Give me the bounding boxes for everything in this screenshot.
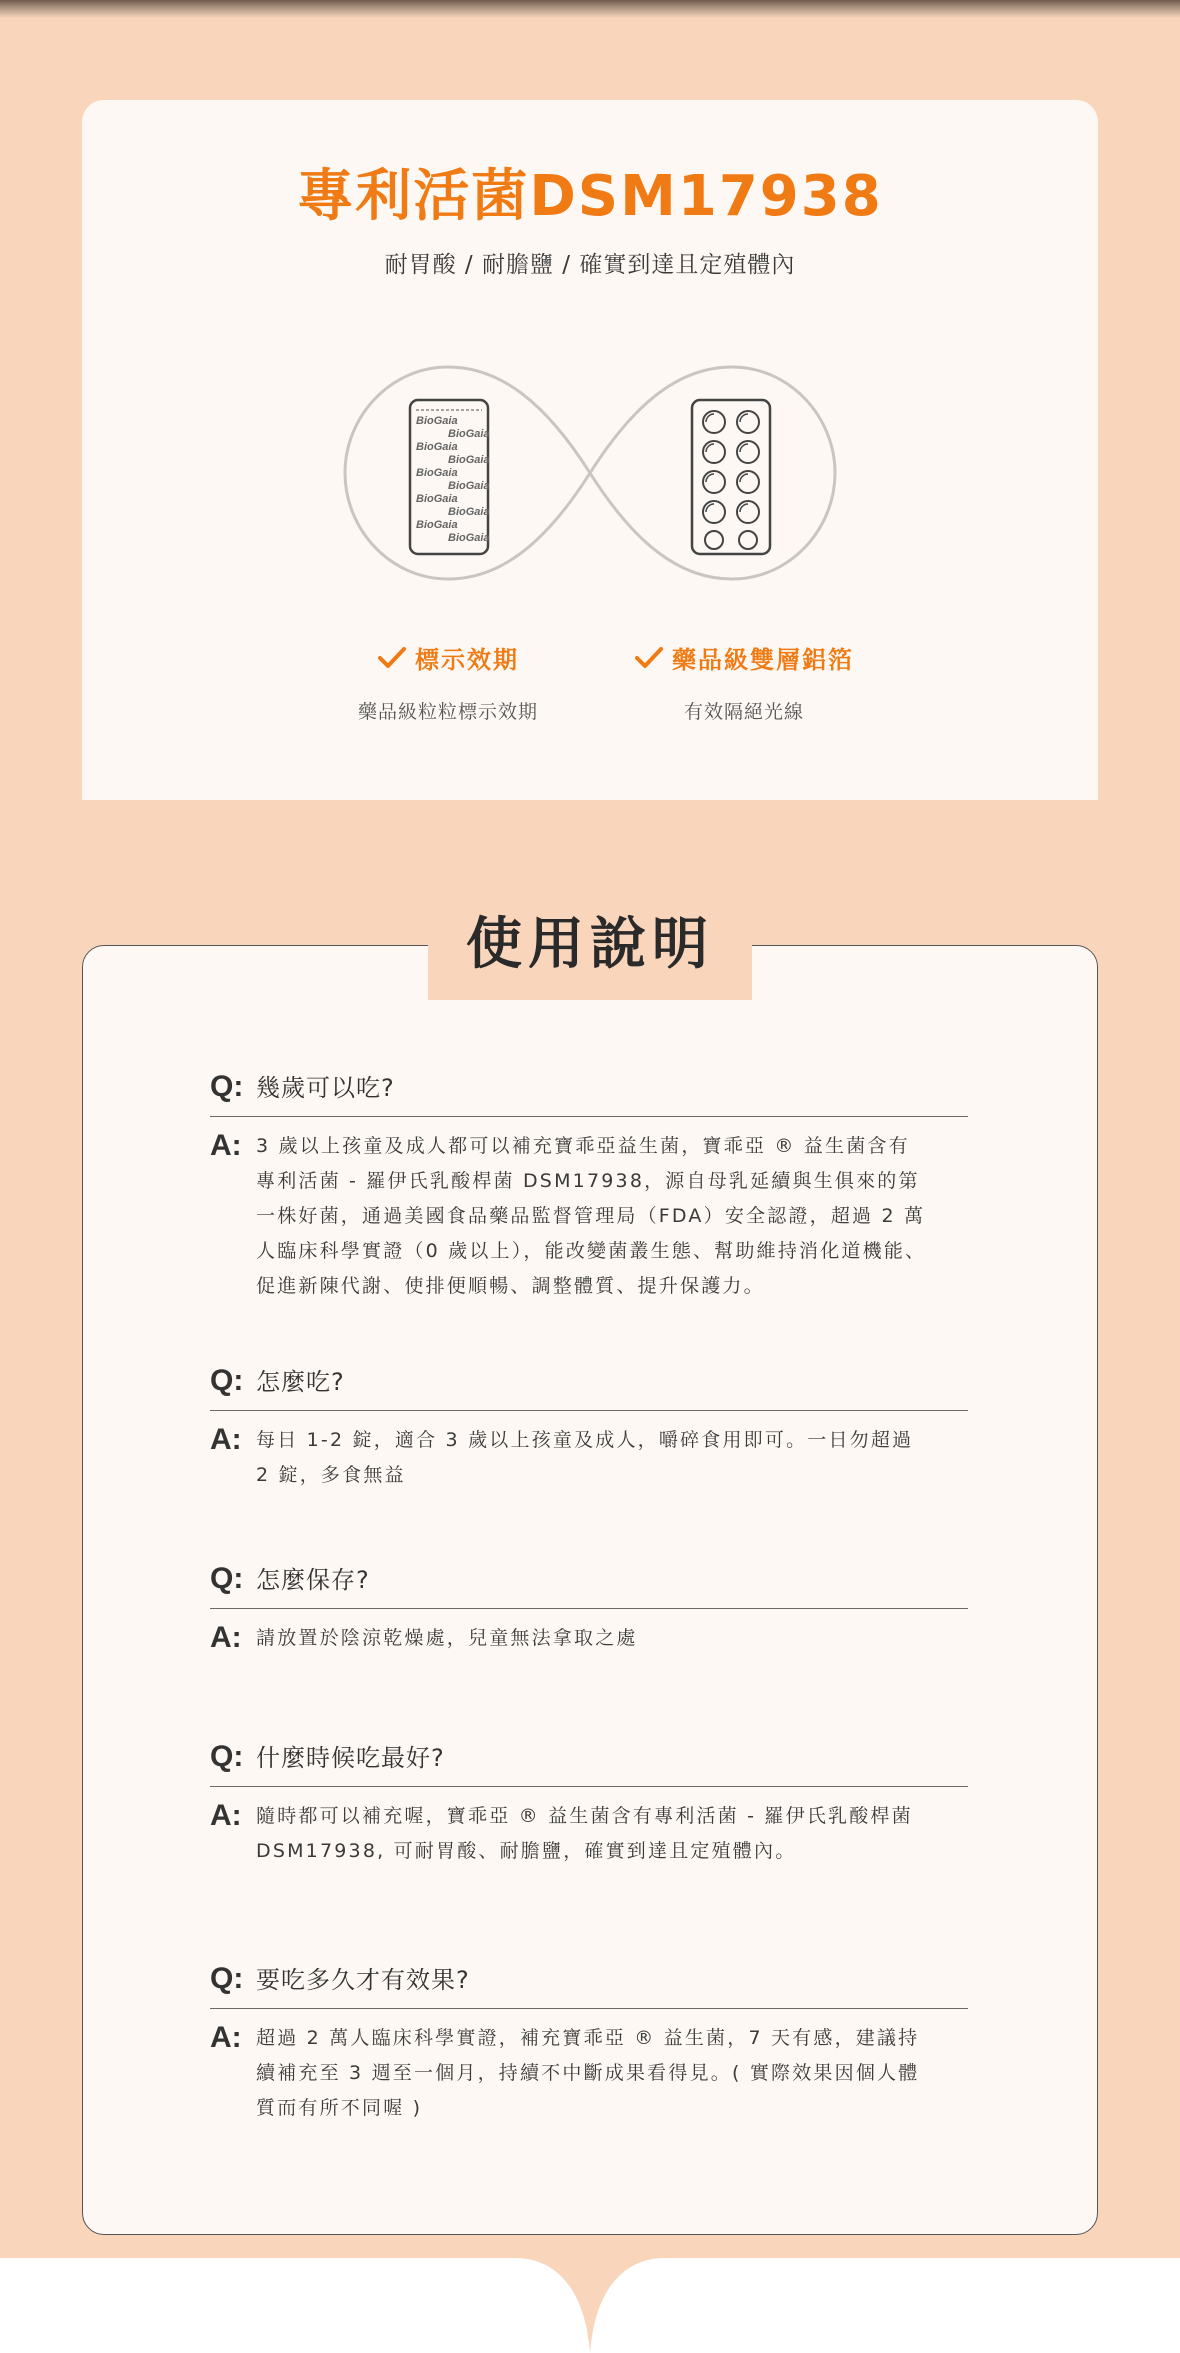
- question-text: 什麼時候吃最好?: [256, 1744, 445, 1772]
- feature-subtitle: 耐胃酸 / 耐膽鹽 / 確實到達且定殖體內: [384, 252, 796, 278]
- question-text: 幾歲可以吃?: [256, 1074, 395, 1102]
- q-label: Q:: [210, 1562, 244, 1595]
- svg-text:BioGaia: BioGaia: [448, 454, 490, 466]
- check-icon: [377, 645, 407, 671]
- svg-text:BioGaia: BioGaia: [448, 506, 490, 518]
- question-text: 怎麼吃?: [256, 1368, 345, 1396]
- blister-tablet-pack-icon: [692, 400, 770, 554]
- blister-foil-pack-icon: [410, 400, 490, 554]
- q-label: Q:: [210, 1962, 244, 1995]
- answer-text: 3 歲以上孩童及成人都可以補充寶乖亞益生菌，寶乖亞 ® 益生菌含有專利活菌 - 羅伊氏乳酸桿菌 DSM17938，源自母乳延續與生俱來的第一株好菌，通過美國食品藥品監督管理局（FDA）安全認證，超過 2 萬人臨床科學實證（0 歲以上），能改變菌叢生態、幫助維持消化道機能、促進新陳代謝、使排便順暢、調整體質、提升保護力。: [256, 1135, 927, 1297]
- a-label: A:: [210, 2021, 242, 2054]
- a-label: A:: [210, 1799, 242, 1832]
- q-label: Q:: [210, 1364, 244, 1397]
- question-text: 怎麼保存?: [256, 1566, 370, 1594]
- q-label: Q:: [210, 1740, 244, 1773]
- svg-text:BioGaia: BioGaia: [416, 415, 458, 427]
- bottom-notch: [515, 2258, 665, 2353]
- feature-desc-expiry: 藥品級粒粒標示效期: [357, 701, 538, 723]
- qa-item-duration: [210, 1960, 968, 2126]
- feature-desc-foil: 有效隔絕光線: [683, 701, 804, 723]
- infinity-illustration: [340, 362, 840, 584]
- feature-foil: [594, 640, 894, 724]
- qa-item-storage: [210, 1560, 968, 1656]
- a-label: A:: [210, 1621, 242, 1654]
- check-icon: [634, 645, 664, 671]
- svg-text:BioGaia: BioGaia: [416, 441, 458, 453]
- top-shadow: [0, 0, 1180, 18]
- svg-text:BioGaia: BioGaia: [416, 519, 458, 531]
- feature-card: [82, 100, 1098, 800]
- answer-text: 隨時都可以補充喔，寶乖亞 ® 益生菌含有專利活菌 - 羅伊氏乳酸桿菌 DSM17938, 可耐胃酸、耐膽鹽，確實到達且定殖體內。: [256, 1805, 913, 1862]
- answer-text: 每日 1-2 錠，適合 3 歲以上孩童及成人，嚼碎食用即可。一日勿超過 2 錠，多食無益: [256, 1429, 914, 1486]
- question-text: 要吃多久才有效果?: [256, 1966, 470, 1994]
- qa-item-timing: [210, 1738, 968, 1869]
- svg-text:BioGaia: BioGaia: [416, 467, 458, 479]
- answer-text: 超過 2 萬人臨床科學實證，補充寶乖亞 ® 益生菌，7 天有感，建議持續補充至 3 週至一個月，持續不中斷成果看得見。( 實際效果因個人體質而有所不同喔 ): [256, 2027, 920, 2119]
- svg-text:BioGaia: BioGaia: [448, 532, 490, 544]
- svg-text:BioGaia: BioGaia: [448, 428, 490, 440]
- a-label: A:: [210, 1129, 242, 1162]
- svg-text:BioGaia: BioGaia: [416, 493, 458, 505]
- feature-title-foil: 藥品級雙層鋁箔: [672, 646, 854, 674]
- qa-item-howto: [210, 1362, 968, 1493]
- feature-title-expiry: 標示效期: [415, 646, 519, 674]
- answer-text: 請放置於陰涼乾燥處，兒童無法拿取之處: [256, 1627, 638, 1649]
- a-label: A:: [210, 1423, 242, 1456]
- q-label: Q:: [210, 1070, 244, 1103]
- svg-text:BioGaia: BioGaia: [448, 480, 490, 492]
- qa-item-age: [210, 1068, 968, 1304]
- feature-expiry: [298, 640, 598, 724]
- feature-title: 專利活菌DSM17938: [297, 164, 883, 229]
- instructions-title: 使用說明: [428, 900, 752, 1000]
